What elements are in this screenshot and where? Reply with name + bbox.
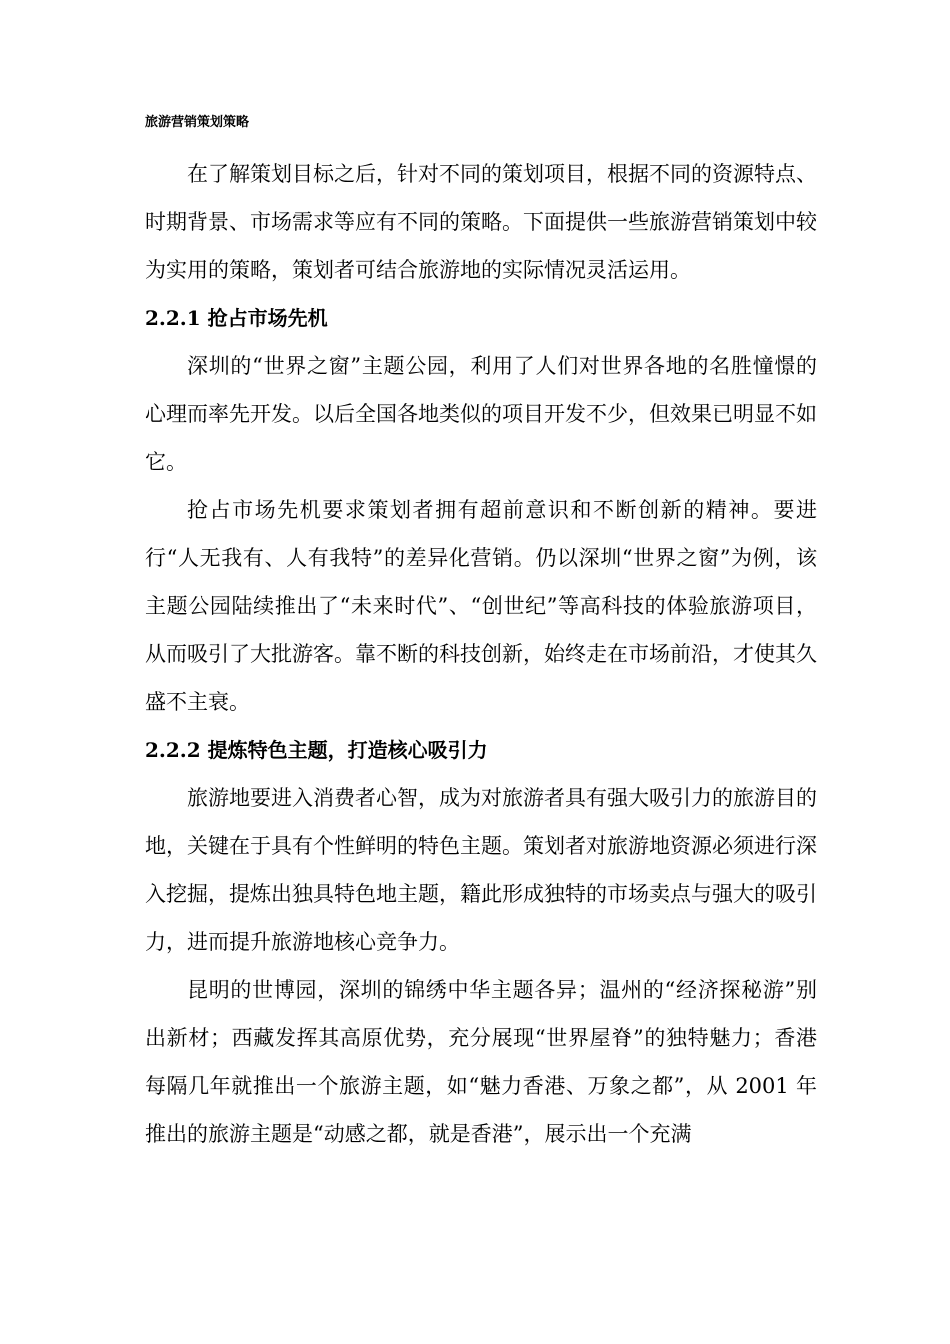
section-2-paragraph-1: 旅游地要进入消费者心智，成为对旅游者具有强大吸引力的旅游目的地，关键在于具有个性鲜明的特色主题。策划者对旅游地资源必须进行深入挖掘，提炼出独具特色地主题，籍此形成独特的市场卖点与强大的吸引力，进而提升旅游地核心竞争力。 bbox=[145, 786, 817, 954]
section-1-paragraph-1: 深圳的“世界之窗”主题公园，利用了人们对世界各地的名胜憧憬的心理而率先开发。以后全国各地类似的项目开发不少，但效果已明显不如它。 bbox=[145, 354, 817, 474]
section-1-paragraph-2: 抢占市场先机要求策划者拥有超前意识和不断创新的精神。要进行“人无我有、人有我特”的差异化营销。仍以深圳“世界之窗”为例，该主题公园陆续推出了“未来时代”、“创世纪”等高科技的体验旅游项目，从而吸引了大批游客。靠不断的科技创新，始终走在市场前沿，才使其久盛不主衰。 bbox=[145, 498, 817, 714]
document-header-title: 旅游营销策划策略 bbox=[145, 115, 250, 130]
intro-paragraph: 在了解策划目标之后，针对不同的策划项目，根据不同的资源特点、时期背景、市场需求等应有不同的策略。下面提供一些旅游营销策划中较为实用的策略，策划者可结合旅游地的实际情况灵活运用。 bbox=[145, 162, 817, 282]
section-heading-2-2-1: 2.2.1 抢占市场先机 bbox=[145, 306, 328, 330]
section-2-paragraph-2: 昆明的世博园，深圳的锦绣中华主题各异；温州的“经济探秘游”别出新材；西藏发挥其高原优势，充分展现“世界屋脊”的独特魅力；香港每隔几年就推出一个旅游主题，如“魅力香港、万象之都”，从 2001 年推出的旅游主题是“动感之都，就是香港”，展示出一个充满 bbox=[145, 978, 817, 1146]
section-heading-2-2-2: 2.2.2 提炼特色主题，打造核心吸引力 bbox=[145, 738, 488, 762]
document-body bbox=[145, 150, 817, 1158]
